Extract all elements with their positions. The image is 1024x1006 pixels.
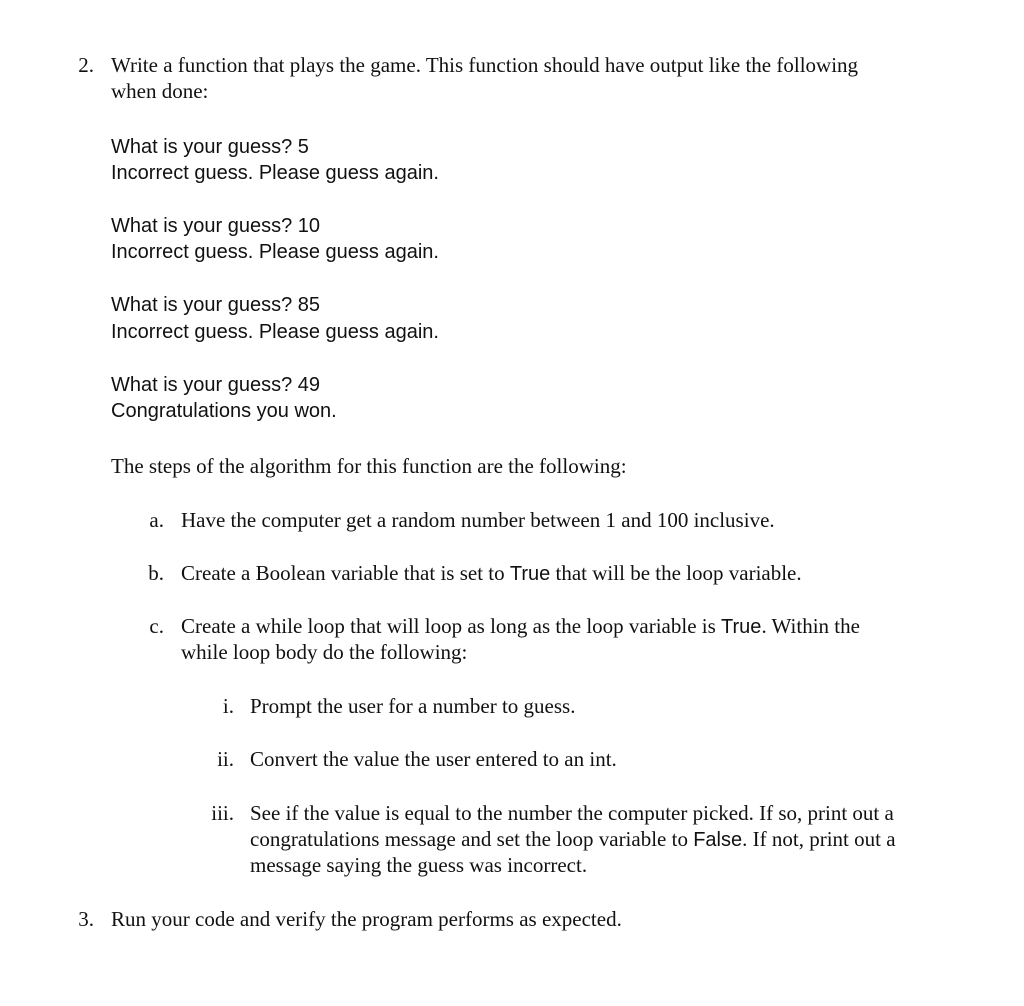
substep-label: iii.	[211, 801, 234, 825]
keyword-true: True	[721, 616, 762, 638]
item-3-text: Run your code and verify the program performs as expected.	[111, 907, 622, 931]
step-b-text-post: that will be the loop variable.	[550, 561, 802, 585]
step-label: a.	[149, 508, 164, 532]
substep-iii-text-post: . If not, print out a	[742, 827, 896, 851]
sample-prompt: What is your guess? 85	[111, 294, 320, 316]
step-c-text-pre: Create a while loop that will loop as long as the loop variable is	[181, 614, 722, 638]
item-number: 3.	[78, 907, 94, 931]
sample-result: Congratulations you won.	[111, 400, 337, 422]
step-label: b.	[148, 561, 164, 585]
sample-result: Incorrect guess. Please guess again.	[111, 241, 439, 263]
substep-label: i.	[222, 694, 234, 718]
substep-iii-text-pre: congratulations message and set the loop variable to	[250, 827, 694, 851]
step-c-text-post: . Within the	[761, 614, 860, 638]
sample-prompt: What is your guess? 10	[111, 215, 320, 237]
sample-result: Incorrect guess. Please guess again.	[111, 321, 439, 343]
steps-intro: The steps of the algorithm for this function are the following:	[111, 454, 627, 478]
substep-i-text: Prompt the user for a number to guess.	[250, 694, 576, 718]
step-c-text-line-1	[181, 613, 860, 640]
sample-prompt: What is your guess? 5	[111, 136, 309, 158]
substep-iii-text-line-1: See if the value is equal to the number the computer picked. If so, print out a	[250, 801, 894, 825]
item-2-text-line-1: Write a function that plays the game. This function should have output like the following	[111, 53, 859, 77]
substep-ii-text: Convert the value the user entered to an int.	[250, 747, 617, 771]
item-number: 2.	[78, 53, 94, 77]
step-a-text: Have the computer get a random number between 1 and 100 inclusive.	[181, 508, 775, 532]
substep-iii-text-line-3: message saying the guess was incorrect.	[250, 853, 588, 877]
step-c-text-line-2: while loop body do the following:	[181, 640, 468, 664]
substep-iii-text-line-2	[250, 826, 896, 853]
keyword-false: False	[693, 829, 743, 851]
sample-prompt: What is your guess? 49	[111, 374, 320, 396]
step-b-text-pre: Create a Boolean variable that is set to	[181, 561, 510, 585]
sample-result: Incorrect guess. Please guess again.	[111, 162, 439, 184]
keyword-true: True	[509, 563, 551, 585]
step-b-text	[181, 560, 802, 587]
item-2-text-line-2: when done:	[111, 79, 209, 103]
substep-label: ii.	[217, 747, 234, 771]
step-label: c.	[149, 614, 164, 638]
